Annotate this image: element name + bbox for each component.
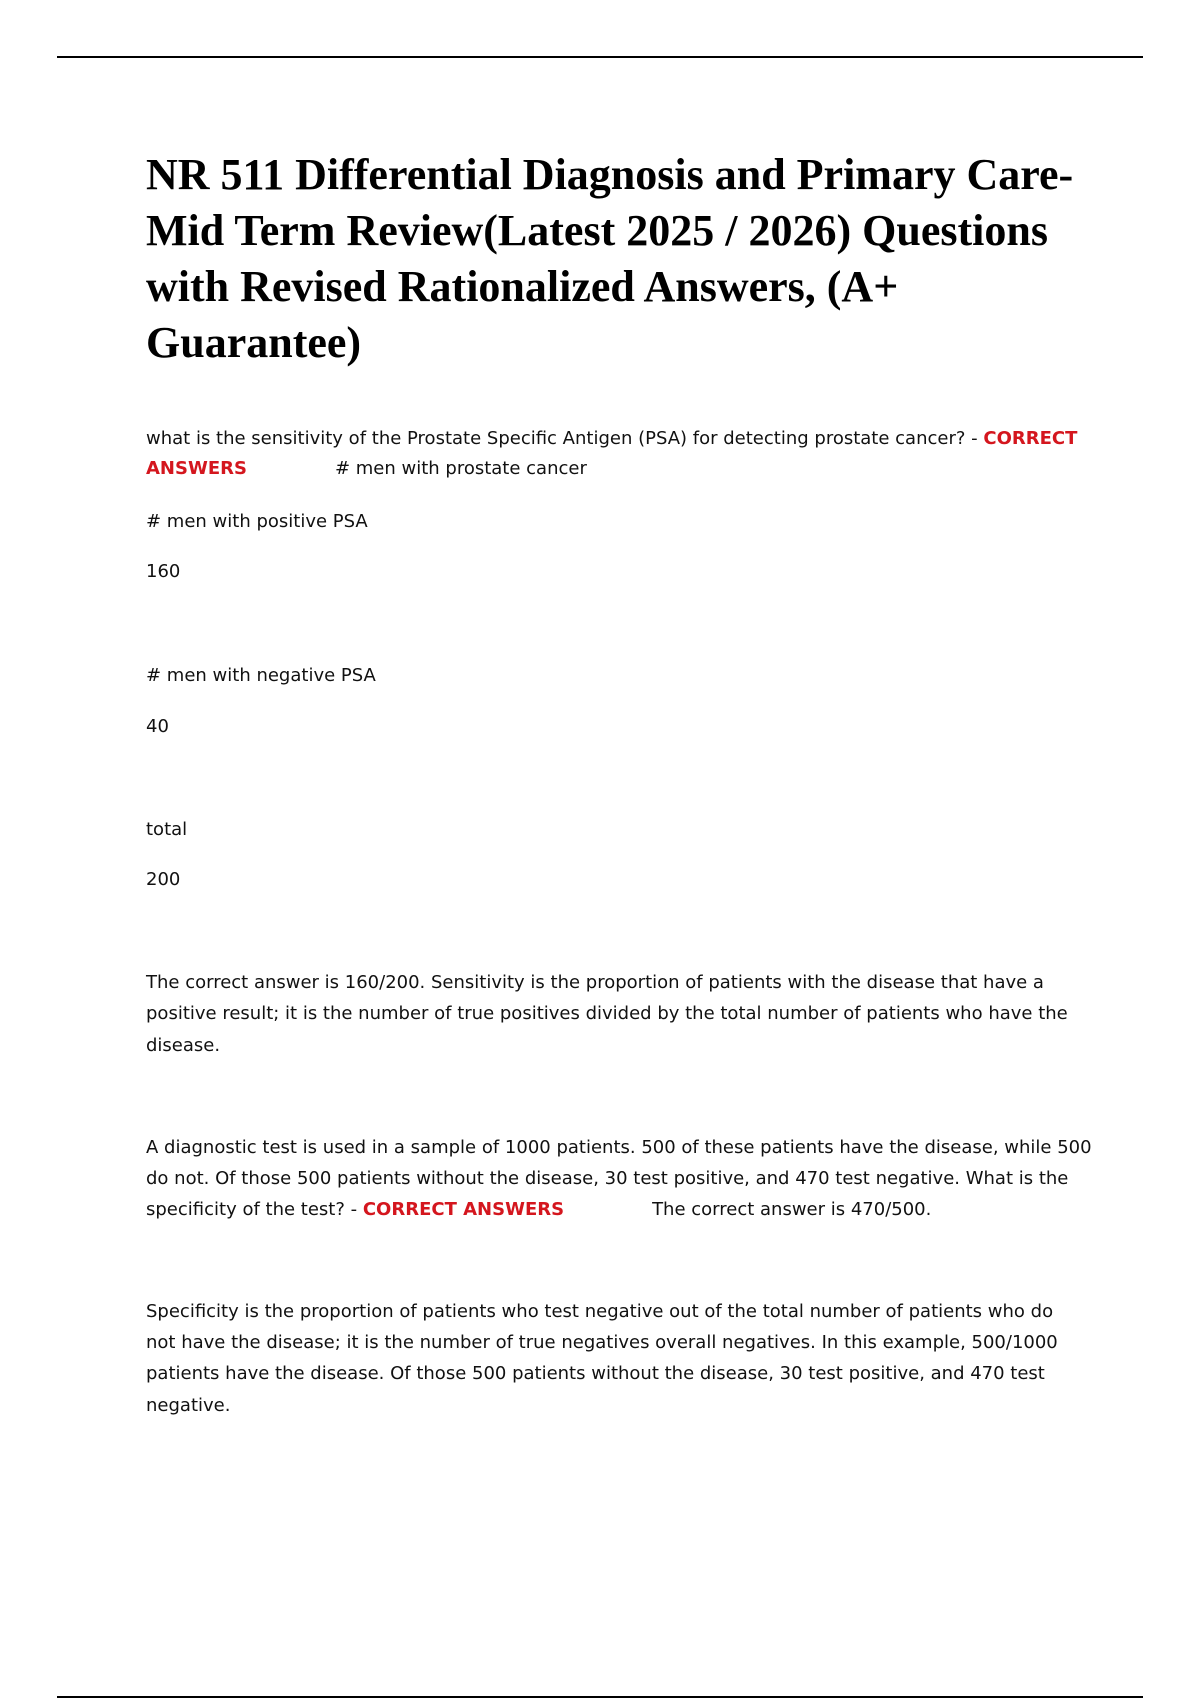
q1-rationale-line: disease. — [146, 1035, 221, 1056]
bottom-rule — [57, 1696, 1143, 1698]
q2-rationale-line: not have the disease; it is the number of true negatives overall negatives. In this example, 500/1000 — [146, 1332, 1058, 1353]
q2-rationale-line: negative. — [146, 1395, 231, 1416]
q1-answer-line — [146, 453, 587, 485]
q2-question-text: specificity of the test? - — [146, 1199, 363, 1220]
q1-row2-value: 40 — [146, 716, 169, 737]
q1-row1-value: 160 — [146, 561, 181, 582]
q1-row2-label: # men with negative PSA — [146, 665, 376, 686]
q1-column-header: # men with prostate cancer — [334, 458, 587, 479]
q2-question-line: A diagnostic test is used in a sample of 1000 patients. 500 of these patients have the disease, while 500 — [146, 1137, 1092, 1158]
q2-rationale-line: Specificity is the proportion of patients who test negative out of the total number of patients who do — [146, 1301, 1054, 1322]
q1-rationale-line: positive result; it is the number of true positives divided by the total number of patients who have the — [146, 1003, 1068, 1024]
q1-correct-label-cont: ANSWERS — [146, 458, 247, 479]
q2-answer: The correct answer is 470/500. — [652, 1199, 932, 1220]
q2-question-line: do not. Of those 500 patients without the disease, 30 test positive, and 470 test negative. What is the — [146, 1168, 1069, 1189]
q1-row1-label: # men with positive PSA — [146, 511, 368, 532]
q1-question-text: what is the sensitivity of the Prostate Specific Antigen (PSA) for detecting prostate cancer? - — [146, 428, 984, 449]
q2-answer-line — [146, 1194, 931, 1226]
q1-correct-label: CORRECT — [983, 428, 1078, 449]
document-title: NR 511 Differential Diagnosis and Primary Care- Mid Term Review(Latest 2025 / 2026) Questions with Revised Rationalized Answers, (A+ Guarantee) — [146, 150, 1074, 367]
q1-row3-label: total — [146, 819, 188, 840]
top-rule — [57, 56, 1143, 58]
q1-question-line — [146, 423, 1077, 455]
q1-row3-value: 200 — [146, 869, 181, 890]
q1-rationale-line: The correct answer is 160/200. Sensitivity is the proportion of patients with the disease that have a — [146, 972, 1044, 993]
q2-correct-label: CORRECT ANSWERS — [362, 1199, 565, 1220]
q2-rationale-line: patients have the disease. Of those 500 patients without the disease, 30 test positive, and 470 test — [146, 1363, 1045, 1384]
